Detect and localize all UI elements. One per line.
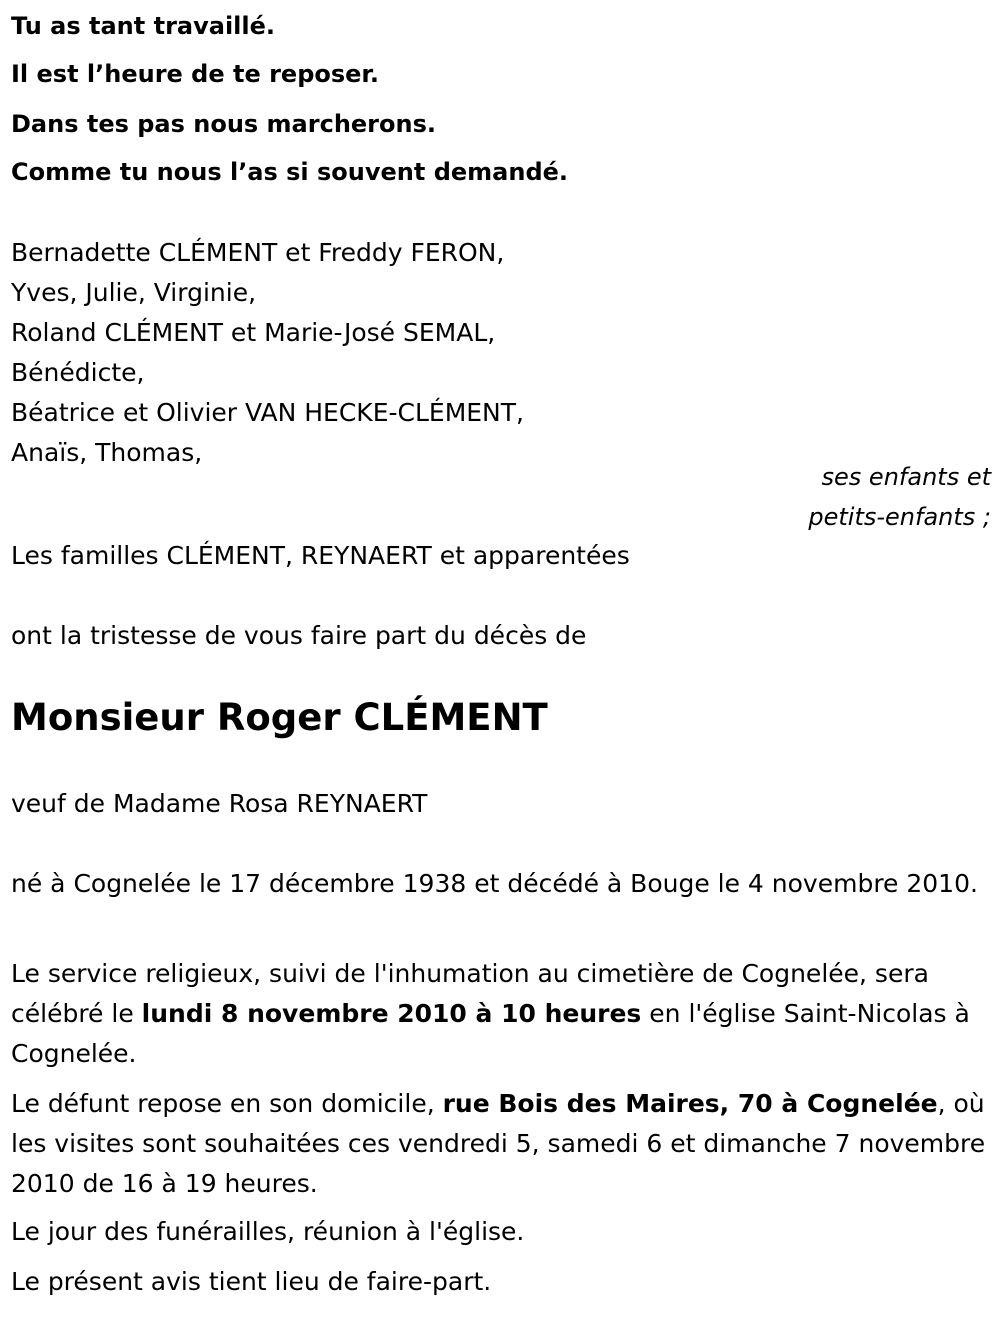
repose-address: rue Bois des Maires, 70 à Cognelée xyxy=(442,1089,938,1118)
service-text-after: en l'église Saint-Nicolas à Cognelée. xyxy=(11,999,970,1068)
notice-paragraph: Le présent avis tient lieu de faire-part. xyxy=(11,1267,492,1296)
families-line: Les familles CLÉMENT, REYNAERT et apparentées xyxy=(11,541,630,570)
repose-text-after: , où les visites sont souhaitées ces vendredi 5, samedi 6 et dimanche 7 novembre 2010 de 16 à 19 heures. xyxy=(11,1089,986,1198)
poem-line: Tu as tant travaillé. xyxy=(11,12,276,40)
service-text-before: Le service religieux, suivi de l'inhumation au cimetière de Cognelée, sera célébré le xyxy=(11,959,929,1028)
family-member-line: Roland CLÉMENT et Marie-José SEMAL, xyxy=(11,318,496,347)
widower-line: veuf de Madame Rosa REYNAERT xyxy=(11,789,428,818)
service-paragraph xyxy=(11,954,986,1074)
family-member-line: Bénédicte, xyxy=(11,358,145,387)
service-date-time: lundi 8 novembre 2010 à 10 heures xyxy=(141,999,642,1028)
family-role-line: petits-enfants ; xyxy=(808,503,991,531)
repose-paragraph xyxy=(11,1084,986,1204)
poem-line: Il est l’heure de te reposer. xyxy=(11,60,379,88)
funeral-day-paragraph: Le jour des funérailles, réunion à l'église. xyxy=(11,1217,525,1246)
family-role-line: ses enfants et xyxy=(821,463,991,491)
family-member-line: Yves, Julie, Virginie, xyxy=(11,278,257,307)
family-member-line: Bernadette CLÉMENT et Freddy FERON, xyxy=(11,238,505,267)
birth-death-paragraph: né à Cognelée le 17 décembre 1938 et décédé à Bouge le 4 novembre 2010. xyxy=(11,869,978,898)
announcement-line: ont la tristesse de vous faire part du décès de xyxy=(11,621,587,650)
deceased-name: Monsieur Roger CLÉMENT xyxy=(11,696,548,739)
family-member-line: Béatrice et Olivier VAN HECKE-CLÉMENT, xyxy=(11,398,524,427)
poem-line: Comme tu nous l’as si souvent demandé. xyxy=(11,158,569,186)
repose-text-before: Le défunt repose en son domicile, xyxy=(11,1089,443,1118)
family-member-line: Anaïs, Thomas, xyxy=(11,438,203,467)
poem-line: Dans tes pas nous marcherons. xyxy=(11,110,436,138)
